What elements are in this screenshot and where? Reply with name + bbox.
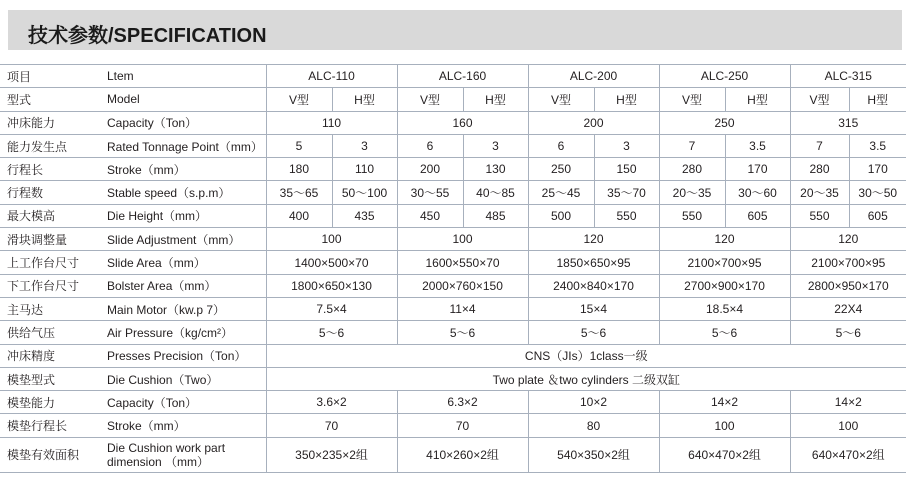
value-cell: 315 [790,111,906,134]
row-label-zh: 项目 [0,65,103,88]
value-cell: 10×2 [528,391,659,414]
value-cell: V型 [528,88,594,111]
value-cell: 40～85 [463,181,528,204]
table-row [0,204,906,227]
row-label-en: Slide Adjustment（mm） [103,228,266,251]
value-cell: 550 [594,204,659,227]
row-label-en: Presses Precision（Ton） [103,344,266,367]
row-label-zh: 供给气压 [0,321,103,344]
table-row [0,297,906,320]
value-cell: 70 [266,414,397,437]
value-cell: Two plate ＆two cylinders 二级双缸 [266,367,906,390]
value-cell: 350×235×2组 [266,437,397,472]
value-cell: 14×2 [659,391,790,414]
value-cell: 30～60 [725,181,790,204]
value-cell: 30～55 [397,181,463,204]
value-cell: 25～45 [528,181,594,204]
table-row [0,321,906,344]
row-label-zh: 型式 [0,88,103,111]
value-cell: ALC-250 [659,65,790,88]
value-cell: 250 [528,158,594,181]
value-cell: 100 [266,228,397,251]
value-cell: 3 [594,134,659,157]
value-cell: 3 [463,134,528,157]
value-cell: 450 [397,204,463,227]
value-cell: 5～6 [528,321,659,344]
row-label-en: Bolster Area（mm） [103,274,266,297]
value-cell: 20～35 [659,181,725,204]
value-cell: 100 [659,414,790,437]
value-cell: 2000×760×150 [397,274,528,297]
value-cell: 100 [397,228,528,251]
value-cell: H型 [849,88,906,111]
table-row [0,181,906,204]
value-cell: 2100×700×95 [659,251,790,274]
value-cell: 1850×650×95 [528,251,659,274]
table-row [0,158,906,181]
value-cell: 70 [397,414,528,437]
value-cell: 6 [397,134,463,157]
value-cell: 3 [332,134,397,157]
value-cell: 120 [790,228,906,251]
value-cell: 3.5 [849,134,906,157]
title-bar [8,10,902,50]
value-cell: 640×470×2组 [659,437,790,472]
value-cell: 1800×650×130 [266,274,397,297]
row-label-zh: 模垫能力 [0,391,103,414]
value-cell: 2400×840×170 [528,274,659,297]
value-cell: 280 [659,158,725,181]
row-label-zh: 行程数 [0,181,103,204]
value-cell: 410×260×2组 [397,437,528,472]
value-cell: 5～6 [397,321,528,344]
row-label-en: Main Motor（kw.p 7） [103,297,266,320]
value-cell: 35～65 [266,181,332,204]
table-row [0,251,906,274]
value-cell: 7 [790,134,849,157]
value-cell: 5～6 [659,321,790,344]
value-cell: 400 [266,204,332,227]
row-label-en: Die Height（mm） [103,204,266,227]
value-cell: H型 [463,88,528,111]
value-cell: H型 [594,88,659,111]
value-cell: 435 [332,204,397,227]
row-label-en: Capacity（Ton） [103,111,266,134]
row-label-en: Stroke（mm） [103,158,266,181]
value-cell: 14×2 [790,391,906,414]
value-cell: 250 [659,111,790,134]
value-cell: 18.5×4 [659,297,790,320]
value-cell: 170 [849,158,906,181]
value-cell: H型 [332,88,397,111]
value-cell: 6.3×2 [397,391,528,414]
value-cell: 160 [397,111,528,134]
value-cell: 22X4 [790,297,906,320]
table-row [0,414,906,437]
value-cell: V型 [266,88,332,111]
specification-table [0,64,906,473]
value-cell: 100 [790,414,906,437]
row-label-zh: 模垫行程长 [0,414,103,437]
row-label-en: Ltem [103,65,266,88]
value-cell: 5～6 [790,321,906,344]
table-row [0,88,906,111]
table-row [0,134,906,157]
table-row [0,437,906,472]
value-cell: 540×350×2组 [528,437,659,472]
row-label-en: Capacity（Ton） [103,391,266,414]
value-cell: V型 [397,88,463,111]
row-label-en: Stable speed（s.p.m） [103,181,266,204]
row-label-zh: 模垫有效面积 [0,437,103,472]
value-cell: 2800×950×170 [790,274,906,297]
value-cell: 5 [266,134,332,157]
value-cell: 550 [790,204,849,227]
value-cell: 5～6 [266,321,397,344]
value-cell: 80 [528,414,659,437]
row-label-en: Model [103,88,266,111]
value-cell: 6 [528,134,594,157]
value-cell: 1400×500×70 [266,251,397,274]
value-cell: V型 [659,88,725,111]
row-label-en: Die Cushion work part dimension （mm） [103,437,266,472]
row-label-en: Air Pressure（kg/cm²） [103,321,266,344]
value-cell: 200 [528,111,659,134]
table-row [0,111,906,134]
value-cell: 11×4 [397,297,528,320]
value-cell: 3.5 [725,134,790,157]
value-cell: 110 [266,111,397,134]
row-label-en: Rated Tonnage Point（mm） [103,134,266,157]
value-cell: ALC-110 [266,65,397,88]
value-cell: 120 [659,228,790,251]
row-label-en: Stroke（mm） [103,414,266,437]
value-cell: ALC-160 [397,65,528,88]
value-cell: ALC-315 [790,65,906,88]
row-label-zh: 主马达 [0,297,103,320]
value-cell: 20～35 [790,181,849,204]
page-title: 技术参数/SPECIFICATION [28,25,267,47]
value-cell: 7 [659,134,725,157]
row-label-en: Die Cushion（Two） [103,367,266,390]
value-cell: 1600×550×70 [397,251,528,274]
value-cell: 170 [725,158,790,181]
row-label-zh: 上工作台尺寸 [0,251,103,274]
value-cell: ALC-200 [528,65,659,88]
value-cell: 180 [266,158,332,181]
value-cell: 280 [790,158,849,181]
value-cell: 2700×900×170 [659,274,790,297]
value-cell: 2100×700×95 [790,251,906,274]
table-row [0,65,906,88]
row-label-zh: 冲床能力 [0,111,103,134]
row-label-zh: 下工作台尺寸 [0,274,103,297]
row-label-zh: 最大模高 [0,204,103,227]
row-label-zh: 行程长 [0,158,103,181]
value-cell: 200 [397,158,463,181]
value-cell: 605 [849,204,906,227]
row-label-en: Slide Area（mm） [103,251,266,274]
value-cell: 30～50 [849,181,906,204]
value-cell: V型 [790,88,849,111]
value-cell: 550 [659,204,725,227]
value-cell: 150 [594,158,659,181]
value-cell: 500 [528,204,594,227]
value-cell: 640×470×2组 [790,437,906,472]
table-row [0,228,906,251]
row-label-zh: 能力发生点 [0,134,103,157]
value-cell: 605 [725,204,790,227]
table-row [0,391,906,414]
value-cell: 35～70 [594,181,659,204]
row-label-zh: 模垫型式 [0,367,103,390]
table-row [0,367,906,390]
value-cell: 130 [463,158,528,181]
value-cell: 15×4 [528,297,659,320]
value-cell: 110 [332,158,397,181]
value-cell: 120 [528,228,659,251]
row-label-zh: 冲床精度 [0,344,103,367]
value-cell: 485 [463,204,528,227]
value-cell: 7.5×4 [266,297,397,320]
table-row [0,274,906,297]
table-row [0,344,906,367]
value-cell: CNS（JIs）1class一级 [266,344,906,367]
value-cell: H型 [725,88,790,111]
value-cell: 3.6×2 [266,391,397,414]
row-label-zh: 滑块调整量 [0,228,103,251]
value-cell: 50～100 [332,181,397,204]
